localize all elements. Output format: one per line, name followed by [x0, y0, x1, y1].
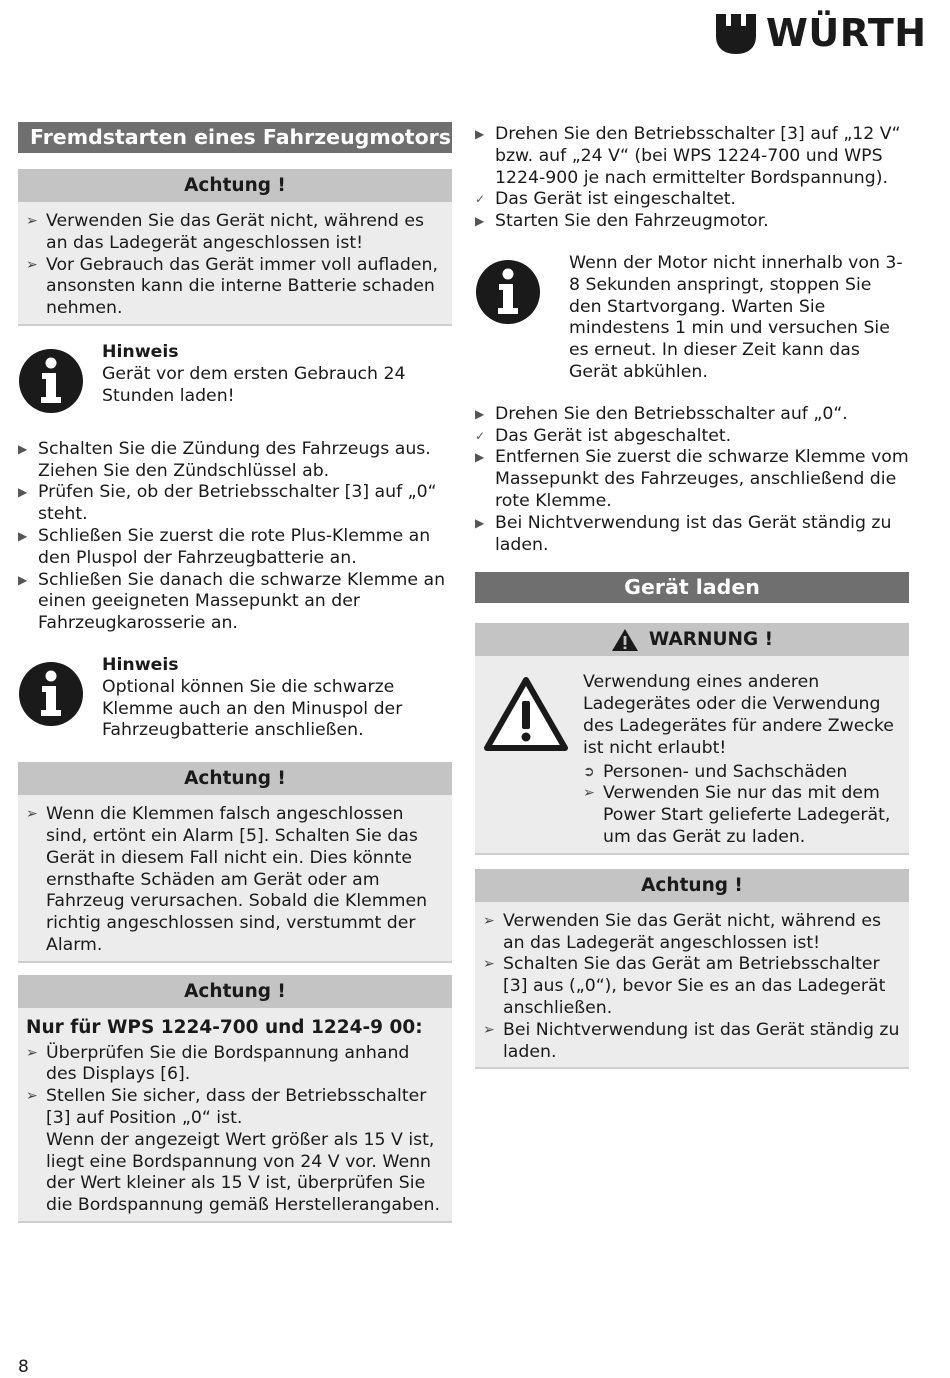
list-item: ➢ Bei Nichtverwendung ist das Gerät ständig zu laden. [483, 1019, 900, 1062]
list-item: ✓ Das Gerät ist abgeschaltet. [475, 425, 732, 446]
caution-box-3 [18, 975, 452, 1223]
chevron-right-icon: ➢ [26, 1088, 38, 1105]
models-subtitle: Nur für WPS 1224-700 und 1224-9 00: [26, 1016, 423, 1038]
note-title: Hinweis [102, 341, 179, 362]
triangle-bullet-icon: ▶ [18, 485, 28, 500]
list-item: ➢ Wenn die Klemmen falsch angeschlossen sind, ertönt ein Alarm [5]. Schalten Sie das Gerät in diesem Fall nicht ein. Dies könnte ernsthafte Schäden am Gerät oder am Fahrzeug verursachen. Sobald die Klemmen richtig angeschlossen sind, verstummt der Alarm. [26, 804, 428, 955]
list-item: ➢ Verwenden Sie das Gerät nicht, während es an das Ladegerät angeschlossen ist! [483, 910, 881, 953]
steps-list-2 [475, 124, 909, 233]
steps-list-1 [18, 439, 452, 635]
chevron-right-icon: ➢ [483, 1021, 495, 1038]
caution-box-2 [18, 762, 452, 963]
warning-text: Verwendung eines anderen Ladegerätes oder die Verwendung des Ladegerätes für andere Zwecke ist nicht erlaubt! [583, 672, 894, 758]
list-item: ➢ Verwenden Sie das Gerät nicht, während es an das Ladegerät angeschlossen ist! [26, 211, 424, 253]
triangle-bullet-icon: ▶ [18, 441, 28, 456]
caution-heading: Achtung ! [18, 762, 452, 795]
section-title-jump-start: Fremdstarten eines Fahrzeugmotors [18, 122, 452, 153]
wurth-logo [716, 11, 927, 55]
note-2 [18, 655, 452, 742]
triangle-bullet-icon: ▶ [475, 127, 485, 141]
note-text: Optional können Sie die schwarze Klemme auch an den Minuspol der Fahrzeugbatterie anschließen. [102, 676, 403, 741]
warning-box [475, 623, 909, 854]
check-icon: ✓ [475, 428, 486, 443]
list-item: ▶ Bei Nichtverwendung ist das Gerät ständig zu laden. [475, 512, 892, 555]
list-item: ▶ Entfernen Sie zuerst die schwarze Klemme vom Massepunkt des Fahrzeuges, anschließend die rote Klemme. [475, 447, 909, 511]
warning-heading [475, 623, 909, 656]
note-1 [18, 342, 452, 421]
check-icon: ✓ [475, 192, 486, 207]
list-item: ➢ Vor Gebrauch das Gerät immer voll aufladen, ansonsten kann die interne Batterie schaden nehmen. [26, 254, 438, 319]
list-item: ▶ Schalten Sie die Zündung des Fahrzeugs aus. Ziehen Sie den Zündschlüssel ab. [18, 438, 431, 481]
wurth-logo-text: WÜRTH [766, 11, 927, 55]
caution-heading: Achtung ! [475, 869, 909, 902]
triangle-bullet-icon: ▶ [18, 572, 28, 587]
caution-box-1 [18, 169, 452, 326]
result-arrow-icon: ➲ [583, 763, 595, 780]
triangle-bullet-icon: ▶ [475, 450, 485, 465]
left-column [18, 122, 452, 1223]
steps-list-3 [475, 404, 909, 557]
list-item: ✓ Das Gerät ist eingeschaltet. [475, 189, 736, 210]
triangle-bullet-icon: ▶ [475, 515, 485, 530]
list-item: ▶ Schließen Sie danach die schwarze Klemme an einen geeigneten Massepunkt an der Fahrzeugkarosserie an. [18, 569, 446, 634]
info-icon [18, 342, 88, 421]
caution-heading: Achtung ! [18, 975, 452, 1008]
list-item: ▶ Prüfen Sie, ob der Betriebsschalter [3] auf „0“ steht. [18, 482, 437, 525]
list-item: ▶ Drehen Sie den Betriebsschalter [3] auf „12 V“ bzw. auf „24 V“ (bei WPS 1224-700 und WPS 1224-900 je nach ermittelter Bordspannung). [475, 124, 901, 188]
list-item: ➢ Verwenden Sie nur das mit dem Power Start gelieferte Ladegerät, um das Gerät zu laden. [583, 783, 891, 847]
triangle-bullet-icon: ▶ [475, 214, 485, 229]
note-title: Hinweis [102, 654, 179, 675]
list-item: ▶ Schließen Sie zuerst die rote Plus-Klemme an den Pluspol der Fahrzeugbatterie an. [18, 525, 431, 568]
list-item: ▶ Drehen Sie den Betriebsschalter auf „0“. [475, 403, 848, 424]
chevron-right-icon: ➢ [26, 213, 38, 229]
info-icon [475, 253, 555, 384]
chevron-right-icon: ➢ [26, 256, 38, 273]
triangle-bullet-icon: ▶ [475, 406, 485, 421]
wurth-logo-icon [716, 14, 756, 54]
list-item: ➲ Personen- und Sachschäden [583, 761, 848, 782]
caution-heading: Achtung ! [18, 169, 452, 202]
right-column [475, 124, 909, 1069]
chevron-right-icon: ➢ [483, 912, 495, 929]
caution-box-4 [475, 869, 909, 1070]
list-item: ➢ Überprüfen Sie die Bordspannung anhand des Displays [6]. [26, 1042, 410, 1085]
warning-large-icon [483, 672, 571, 848]
note-text: Wenn der Motor nicht innerhalb von 3-8 Sekunden anspringt, stoppen Sie den Startvorgang. Warten Sie mindestens 1 min und versuchen Sie es erneut. In dieser Zeit kann das Gerät abkühlen. [569, 252, 903, 382]
chevron-right-icon: ➢ [483, 956, 495, 973]
triangle-bullet-icon: ▶ [18, 528, 28, 543]
info-icon [18, 655, 88, 742]
warning-icon [611, 628, 639, 652]
chevron-right-icon: ➢ [26, 806, 38, 823]
note-3 [475, 253, 909, 384]
section-title-charging: Gerät laden [475, 572, 909, 603]
warning-heading-text: WARNUNG ! [648, 629, 774, 651]
page-number: 8 [18, 1357, 29, 1377]
list-item: ▶ Starten Sie den Fahrzeugmotor. [475, 211, 769, 232]
voltage-explanation: Wenn der angezeigt Wert größer als 15 V ist, liegt eine Bordspannung von 24 V vor. Wenn der Wert kleiner als 15 V ist, überprüfen Sie die Bordspannung gemäß Herstellerangaben. [46, 1129, 440, 1216]
list-item: ➢ Stellen Sie sicher, dass der Betriebsschalter [3] auf Position „0“ ist. [26, 1086, 427, 1128]
list-item: ➢ Schalten Sie das Gerät am Betriebsschalter [3] aus („0“), bevor Sie es an das Ladegerät anschließen. [483, 954, 886, 1018]
note-text: Gerät vor dem ersten Gebrauch 24 Stunden laden! [102, 363, 406, 406]
chevron-right-icon: ➢ [583, 785, 595, 802]
chevron-right-icon: ➢ [26, 1044, 38, 1061]
